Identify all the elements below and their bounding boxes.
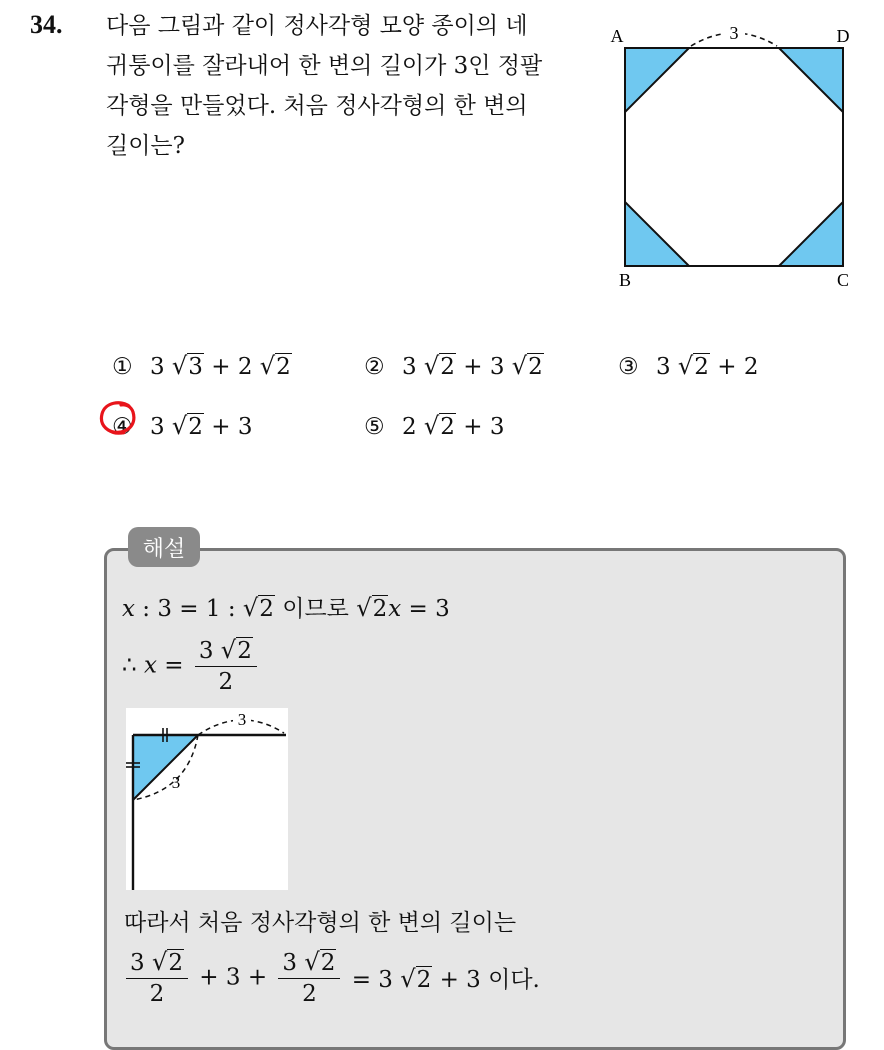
choice-number: ④ [112, 414, 133, 440]
choice-5[interactable]: ⑤ 2 √2 + 3 [364, 412, 505, 440]
sqrt: √2 [171, 412, 203, 440]
explanation-ending: 이다. [488, 967, 540, 993]
question-number: 34. [30, 10, 63, 39]
question-line: 길이는? [106, 133, 185, 159]
sqrt: √2 [242, 594, 274, 622]
choice-number: ⑤ [364, 414, 385, 440]
coef: 3 [149, 414, 165, 440]
question-text [106, 6, 586, 166]
coef: 3 [237, 414, 253, 440]
sqrt: √2 [259, 352, 291, 380]
radicand: 2 [694, 354, 709, 380]
choice-4[interactable]: ④ 3 √2 + 3 [112, 412, 252, 440]
correct-answer-circle-mark [99, 400, 139, 436]
coef: 3 [149, 354, 165, 380]
explanation-figure [126, 708, 288, 890]
radicand: 3 [188, 354, 203, 380]
explanation-line-1: x : 3 = 1 : √2 이므로 √2x = 3 [122, 594, 450, 622]
vertex-label-c: C [836, 270, 850, 290]
question-line: 각형을 만들었다. 처음 정사각형의 한 변의 [106, 93, 528, 119]
question-line: 귀퉁이를 잘라내어 한 변의 길이가 3인 정팔 [106, 53, 543, 79]
fraction: $\frac{3 √2}{2}$ [126, 948, 188, 1007]
sqrt: √2 [677, 352, 709, 380]
vertex-label-b: B [618, 270, 632, 290]
choice-number: ① [112, 354, 133, 380]
sqrt: √2 [423, 352, 455, 380]
fraction: $\frac{3 √2}{2}$ [195, 636, 257, 695]
sqrt: √2 [356, 594, 388, 622]
vertex-label-d: D [836, 26, 850, 46]
coef: 3 [655, 354, 671, 380]
coef: 3 [401, 354, 417, 380]
side-length-label: 3 [729, 23, 739, 43]
radicand: 2 [276, 354, 291, 380]
top-length-label: 3 [237, 710, 247, 729]
octagon-figure [605, 20, 855, 290]
choice-2[interactable]: ② 3 √2 + 3 √2 [364, 352, 543, 380]
fraction: $\frac{3 √2}{2}$ [278, 948, 340, 1007]
diag-length-label: 3 [171, 773, 181, 792]
choice-3[interactable]: ③ 3 √2 + 2 [618, 352, 759, 380]
coef: 2 [401, 414, 417, 440]
radicand: 2 [528, 354, 543, 380]
explanation-tag: 해설 [128, 527, 200, 567]
choice-number: ② [364, 354, 385, 380]
octagon-outline [625, 48, 843, 266]
sqrt: √2 [423, 412, 455, 440]
radicand: 2 [440, 414, 455, 440]
choice-number: ③ [618, 354, 639, 380]
vertex-label-a: A [610, 26, 624, 46]
explanation-line-3: 따라서 처음 정사각형의 한 변의 길이는 [124, 910, 517, 936]
coef: 2 [743, 354, 759, 380]
explanation-line-2: ∴ x = $\frac{3 √2}{2}$ [122, 636, 261, 695]
radicand: 2 [440, 354, 455, 380]
explanation-connector: 이므로 [282, 596, 349, 622]
coef: 3 [489, 414, 505, 440]
question-line: 다음 그림과 같이 정사각형 모양 종이의 네 [106, 13, 528, 39]
explanation-line-4: $\frac{3 √2}{2}$ + 3 + $\frac{3 √2}{2}$ = 3 √2 + 3 이다. [122, 948, 540, 1007]
radicand: 2 [188, 414, 203, 440]
coef: 2 [237, 354, 253, 380]
coef: 3 [489, 354, 505, 380]
sqrt: √2 [511, 352, 543, 380]
choice-1[interactable]: ① 3 √3 + 2 √2 [112, 352, 291, 380]
sqrt: √3 [171, 352, 203, 380]
